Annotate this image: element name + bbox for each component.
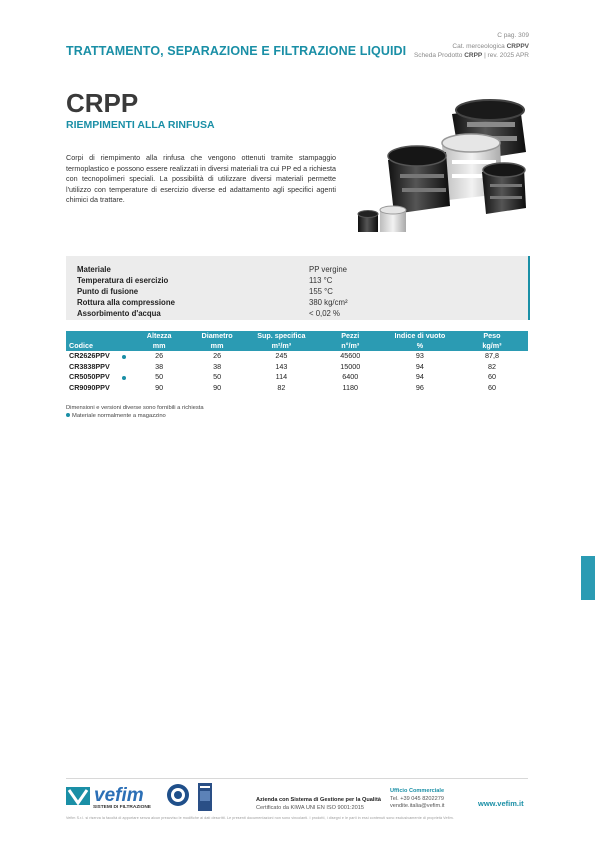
column-header: Peso [456,331,528,341]
column-header: Diametro [188,331,246,341]
table-cell: 26 [155,351,164,360]
property-value: 380 kg/cm² [309,298,348,307]
product-code-cell [66,383,130,394]
table-cell: 45600 [340,351,361,360]
property-row [77,308,340,319]
product-code: CR9090PPV [69,382,110,392]
sales-office [390,788,445,811]
section-title: TRATTAMENTO, SEPARAZIONE E FILTRAZIONE LIQUIDI [66,44,407,58]
sheet-code: CRPP [464,52,483,59]
column-header: Sup. specifica [246,331,317,341]
note-custom-sizes: Dimensioni e versioni diverse sono fornibili a richiesta [66,405,204,411]
table-cell: 87,8 [484,351,499,360]
quality-certificate: Certificato da KIWA UNI EN ISO 9001:2015 [256,804,364,811]
product-code-cell [66,362,130,373]
table-row [66,372,528,383]
table-cell: 60 [487,382,496,392]
sheet-line [414,51,529,60]
property-row [77,264,347,275]
table-cell: 38 [155,361,164,371]
specification-table [66,331,528,393]
legal-disclaimer: Vefim S.r.l. si riserva la facoltà di apportare senza alcun preavviso le modifiche ai dati descritti. Le presenti documentazioni non sono vincolanti. I prodotti, i disegni e le parti in essi contenuti sono esclusivamente di proprietà Vefim. [66,816,454,820]
table-row [66,351,528,362]
table-cell: 94 [415,372,424,382]
quality-title: Azienda con Sistema di Gestione per la Qualità [256,797,381,803]
stock-dot-icon [122,376,126,380]
unit-header: m²/m³ [246,341,317,351]
medium-black-ring [388,146,450,214]
table-row [66,362,528,373]
note-stock-text: Materiale normalmente a magazzino [72,413,166,419]
quality-seal-icon [166,783,190,809]
column-header [66,331,130,341]
office-title: Ufficio Commerciale [390,788,445,794]
property-value: 155 °C [309,287,333,296]
property-value: < 0,02 % [309,309,340,318]
small-black-ring [482,163,526,214]
properties-panel [66,256,530,320]
sheet-prefix: Scheda Prodotto [413,52,463,59]
product-image [352,96,532,236]
table-cell: 26 [213,351,222,360]
category-code: CRPPV [506,43,529,50]
website-link[interactable]: www.vefim.it [478,799,524,808]
table-cell: 90 [213,382,222,392]
column-header: Pezzi [317,331,384,341]
tiny-rings [358,206,406,232]
property-row [77,286,333,297]
category-line [452,42,529,51]
office-email[interactable]: vendite.italia@vefim.it [390,803,445,809]
table-cell: 82 [277,382,286,392]
table-cell: 114 [275,372,288,382]
unit-header: kg/m³ [456,341,528,351]
product-description: Corpi di riempimento alla rinfusa che vengono ottenuti tramite stampaggio termoplastico e possono essere realizzati in diversi materiali tra cui PP ed a richiesta con tecnopolimeri speciali. La possibilità di utilizzare diversi materiali permette l'utilizzo con temperature di esercizio diverse ed adattamento agli specifici agenti chimici da trattare. [66,153,336,204]
product-code: CR5050PPV [69,372,110,382]
note-stock [66,412,204,420]
product-code: CR3838PPV [69,361,110,371]
unit-header: n°/m³ [317,341,384,351]
stock-dot-icon [66,413,70,417]
section-side-tab [581,556,595,600]
table-cell: 94 [415,361,424,371]
unit-header: % [384,341,456,351]
stock-dot-icon [122,355,126,359]
table-cell: 1180 [342,382,358,392]
property-label: Assorbimento d'acqua [77,309,161,318]
property-value: PP vergine [309,265,347,274]
quality-info [256,797,381,812]
table-cell: 245 [275,351,288,360]
property-row [77,297,348,308]
property-label: Rottura alla compressione [77,298,175,307]
table-cell: 82 [487,361,496,371]
table-cell: 96 [415,382,424,392]
logo-wordmark: vefim [94,785,144,806]
product-subtitle: RIEMPIMENTI ALLA RINFUSA [66,119,215,131]
table-cell: 143 [275,361,288,371]
sheet-revision: | rev. 2025 APR [484,52,529,59]
table-cell: 38 [213,361,222,371]
unit-header: mm [188,341,246,351]
property-label: Temperatura di esercizio [77,276,169,285]
table-row [66,383,528,394]
product-code-cell [66,372,130,383]
table-cell: 50 [155,372,164,382]
property-label: Materiale [77,265,111,274]
product-code: CR2626PPV [69,351,110,360]
table-header-row [66,331,528,341]
product-title: CRPP [66,88,139,118]
table-cell: 6400 [342,372,359,382]
property-label: Punto di fusione [77,287,139,296]
column-header: Indice di vuoto [384,331,456,341]
column-header: Altezza [130,331,188,341]
page-reference: C pag. 309 [497,32,529,39]
footer-divider [66,778,528,779]
property-row [77,275,333,286]
table-cell: 50 [213,372,222,382]
vefim-logo [66,785,162,811]
unit-header: Codice [66,341,130,351]
certification-mark-icon [198,783,212,811]
logo-tagline: SISTEMI DI FILTRAZIONE [93,805,152,810]
property-value: 113 °C [309,276,333,285]
table-cell: 15000 [340,361,361,371]
table-notes [66,404,204,420]
unit-header: mm [130,341,188,351]
table-cell: 60 [487,372,496,382]
table-cell: 90 [155,382,164,392]
product-code-cell [66,351,130,362]
table-cell: 93 [415,351,424,360]
table-unit-row [66,341,528,351]
category-prefix: Cat. merceologica [452,43,505,50]
office-phone: Tel. +39 045 8202279 [390,795,444,802]
